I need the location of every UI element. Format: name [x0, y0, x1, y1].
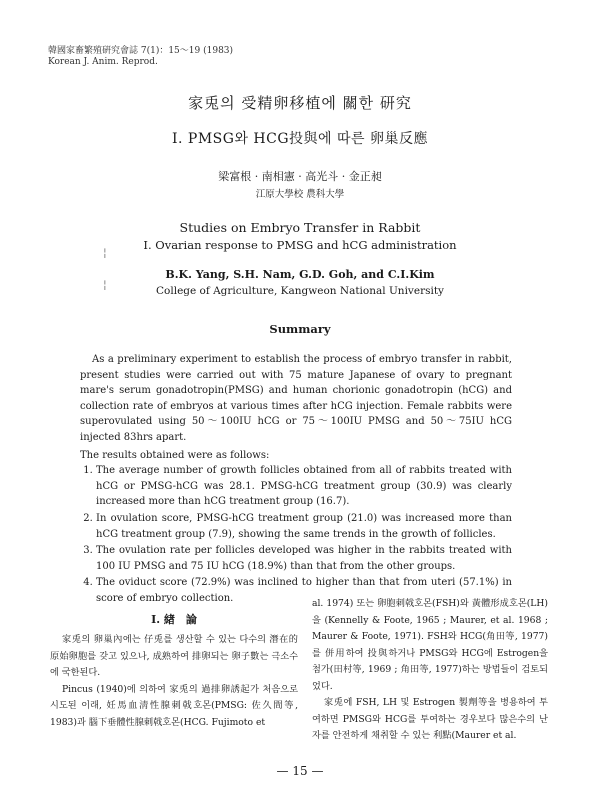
journal-citation-korean: 韓國家畜繁殖硏究會誌 7(1)：15～19 (1983): [48, 46, 234, 56]
body-paragraph: al. 1974) 또는 卵胞刺戟호몬(FSH)와 黃體形成호몬(LH)을 (Kennelly & Foote, 1965 ; Maurer, et al. 1968 ; Maurer & Foote, 1971). FSH와 HCG(角田等, 1977)를 併用하여 投與하거나 PMSG와 HCG에 Estrogen을 첨가(田村等, 1969 ; 角田等, 1977)하는 방법들이 검토되었다.: [312, 598, 548, 692]
summary-results-list: [80, 463, 512, 606]
english-subtitle: I. Ovarian response to PMSG and hCG administration: [143, 238, 457, 252]
summary-results-intro: The results obtained were as follows:: [80, 449, 270, 461]
summary-lead-paragraph: As a preliminary experiment to establish the process of embryo transfer in rabbit, present studies were carried out with 75 mature Japanese of ovary to pregnant mare's serum gonadotropin(PMSG) and human chorionic gonadotropin (hCG) and collection rate of embryos at various times after hCG injection. Female rabbits were superovulated using 50～100IU hCG or 75～100IU PMSG and 50～75IU hCG injected 83hrs apart.: [80, 354, 512, 443]
korean-authors: 梁富根 · 南相憲 · 高光斗 · 金正昶: [218, 170, 382, 183]
body-paragraph: 家兎의 卵巢內에는 仔兎를 생산할 수 있는 다수의 潛在的 原始卵胞를 갖고 있으나, 成熟하여 排卵되는 卵子數는 극소수에 국한된다.: [50, 634, 298, 678]
english-title: Studies on Embryo Transfer in Rabbit: [179, 220, 421, 235]
body-paragraph: 家兎에 FSH, LH 및 Estrogen 製劑等을 병용하여 투여하면 PMSG와 HCG를 투여하는 경우보다 많은수의 난자를 안전하게 채취할 수 있는 利點(Maurer et al.: [312, 697, 548, 741]
korean-subtitle: Ⅰ. PMSG와 HCG投與에 따른 卵巢反應: [171, 131, 428, 147]
introduction-right-column: [312, 596, 548, 745]
summary-body: [80, 352, 512, 608]
introduction-left-column: [50, 632, 298, 731]
margin-mark: ¦: [103, 246, 107, 259]
summary-result-item: 2. In ovulation score, PMSG-hCG treatment group (21.0) was increased more than hCG treatment group (7.9), showing the same trends in the growth of follicles.: [96, 511, 512, 542]
summary-result-item: 4. The oviduct score (72.9%) was inclined to higher than that from uteri (57.1%) in score of embryo collection.: [96, 575, 512, 606]
korean-affiliation: 江原大學校 農科大學: [255, 189, 345, 200]
summary-result-item: 1. The average number of growth follicles obtained from all of rabbits treated with hCG or PMSG-hCG was 28.1. PMSG-hCG treatment group (30.9) was clearly increased more than hCG treatment group (16.7).: [96, 463, 512, 510]
body-paragraph: Pincus (1940)에 의하여 家兎의 過排卵誘起가 처음으로 시도된 이래, 妊馬血淸性腺刺戟호몬(PMSG: 佐久間等, 1983)과 腦下垂體性腺刺戟호몬(HCG. Fujimoto et: [50, 683, 298, 728]
summary-heading: Summary: [269, 322, 331, 336]
summary-result-item: 3. The ovulation rate per follicles developed was higher in the rabbits treated with 100 IU PMSG and 75 IU hCG (18.9%) than that from the other groups.: [96, 543, 512, 574]
english-authors: B.K. Yang, S.H. Nam, G.D. Goh, and C.I.Kim: [165, 268, 435, 281]
margin-mark: ¦: [103, 278, 107, 291]
page-number: — 15 —: [276, 764, 324, 778]
korean-title: 家兎의 受精卵移植에 關한 研究: [188, 94, 412, 112]
journal-citation: [48, 46, 233, 68]
journal-citation-english: Korean J. Anim. Reprod.: [48, 57, 158, 67]
english-affiliation: College of Agriculture, Kangweon National University: [156, 285, 444, 297]
introduction-heading: Ⅰ. 緖 論: [151, 613, 197, 626]
